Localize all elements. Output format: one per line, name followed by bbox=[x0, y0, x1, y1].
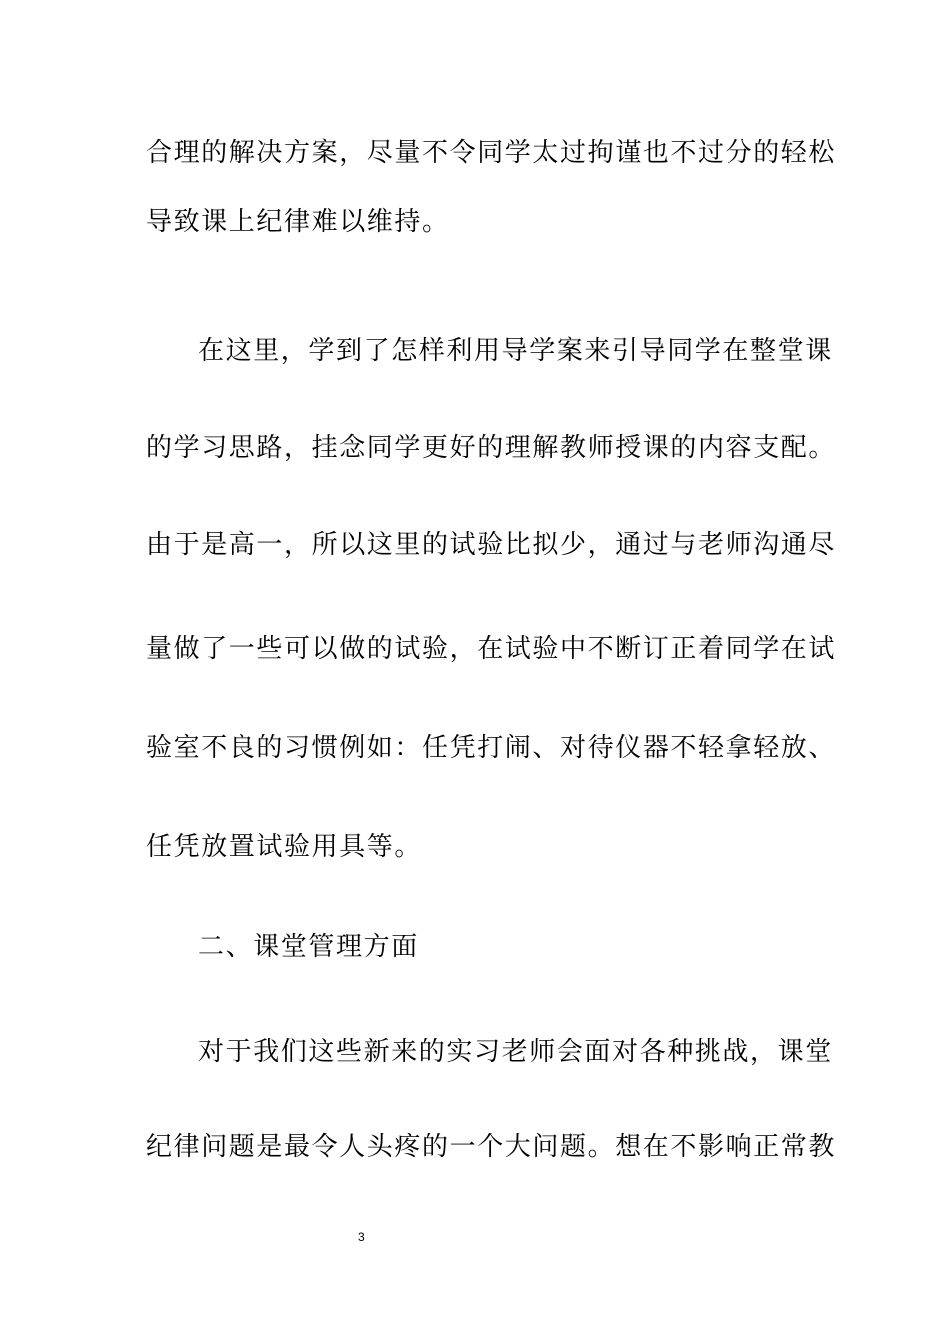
paragraph-first-line: 在这里，学到了怎样利用导学案来引导同学在整堂课 bbox=[198, 336, 833, 366]
text-line: 合理的解决方案，尽量不令同学太过拘谨也不过分的轻松 bbox=[146, 138, 837, 168]
text-line: 纪律问题是最令人头疼的一个大问题。想在不影响正常教 bbox=[146, 1132, 837, 1162]
text-line: 验室不良的习惯例如：任凭打闹、对待仪器不轻拿轻放、 bbox=[146, 733, 837, 763]
text-line: 的学习思路，挂念同学更好的理解教师授课的内容支配。 bbox=[146, 433, 837, 463]
text-line: 任凭放置试验用具等。 bbox=[146, 832, 423, 862]
page-number: 3 bbox=[358, 1230, 365, 1244]
text-line: 由于是高一，所以这里的试验比拟少，通过与老师沟通尽 bbox=[146, 530, 837, 560]
text-line: 导致课上纪律难以维持。 bbox=[146, 207, 450, 237]
paragraph-first-line: 对于我们这些新来的实习老师会面对各种挑战，课堂 bbox=[198, 1037, 833, 1067]
section-heading: 二、课堂管理方面 bbox=[198, 932, 419, 962]
text-line: 量做了一些可以做的试验，在试验中不断订正着同学在试 bbox=[146, 634, 837, 664]
